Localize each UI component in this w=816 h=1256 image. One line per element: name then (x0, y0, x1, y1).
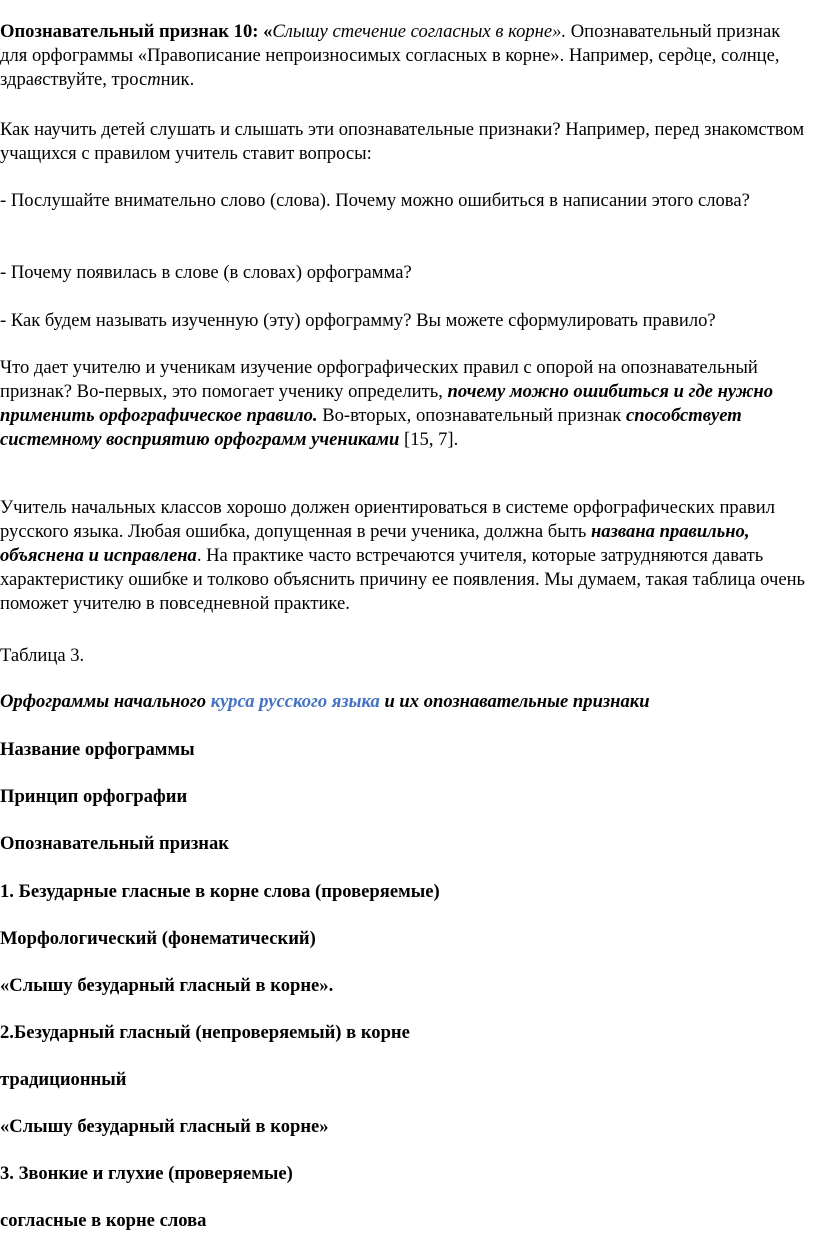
table-row: 1. Безударные гласные в корне слова (проверяемые) (0, 881, 440, 902)
benefits-text: Что дает учителю и ученикам изучение орфографических правил с опорой на опознавательный признак? Во-первых, это помогает ученику определить, (0, 357, 758, 402)
benefits-text: Во-вторых, опознавательный признак (317, 405, 626, 426)
table-row: Опознавательный признак (0, 833, 230, 854)
benefits-citation: [15, 7]. (399, 429, 459, 450)
table-row: согласные в корне слова (0, 1210, 207, 1231)
table-row: «Слышу безударный гласный в корне» (0, 1116, 329, 1137)
sign-10-text: Опознавательный признак для орфограммы «Правописание непроизносимых согласных в корне». Например, сер (0, 21, 781, 66)
example-word-part: ствуйте, трос (42, 69, 148, 90)
table-row: Морфологический (фонематический) (0, 928, 316, 949)
italic-letter: в (34, 69, 43, 90)
example-word-part: нце, здра (0, 45, 780, 90)
italic-letter: т (147, 69, 161, 90)
paragraph-sign-10 (0, 20, 812, 92)
table-title-text: и их опознавательные признаки (379, 691, 650, 712)
teacher-text: Учитель начальных классов хорошо должен ориентироваться в системе орфографических правил русского языка. Любая ошибка, допущенная в речи ученика, должна быть (0, 497, 775, 542)
table-row: 3. Звонкие и глухие (проверяемые) (0, 1163, 293, 1184)
benefits-emphasis-2: способствует системному восприятию орфограмм учениками (0, 405, 742, 450)
example-word-part: це, со (693, 45, 739, 66)
question-2: - Почему появилась в слове (в словах) орфограмма? (0, 262, 412, 283)
course-link[interactable]: курса русского языка (210, 691, 380, 712)
table-row: традиционный (0, 1069, 127, 1090)
sign-10-heading: Опознавательный признак 10: « (0, 21, 273, 42)
sign-10-quote: Слышу стечение согласных в корне». (272, 21, 567, 42)
table-title-text: Орфограммы начального (0, 691, 211, 712)
table-label: Таблица 3. (0, 645, 85, 666)
benefits-emphasis-1: почему можно ошибиться и где нужно применить орфографическое правило. (0, 381, 774, 426)
teacher-text: . На практике часто встречаются учителя, которые затрудняются давать характеристику ошибке и толково объяснить причину ее появления. Мы думаем, такая таблица очень поможет учителю в повседневной практике. (0, 545, 806, 614)
teacher-emphasis: названа правильно, объяснена и исправлена (0, 521, 750, 566)
table-row: 2.Безударный гласный (непроверяемый) в корне (0, 1022, 410, 1043)
paragraph-how-to-teach: Как научить детей слушать и слышать эти опознавательные признаки? Например, перед знакомством учащихся с правилом учитель ставит вопросы: (0, 119, 805, 164)
table-title (0, 690, 812, 714)
table-row: Принцип орфографии (0, 786, 188, 807)
italic-letter: д (684, 45, 694, 66)
example-word-part: ник. (160, 69, 195, 90)
table-row: «Слышу безударный гласный в корне». (0, 975, 334, 996)
table-row: Название орфограммы (0, 739, 195, 760)
question-1: - Послушайте внимательно слово (слова). Почему можно ошибиться в написании этого слова? (0, 190, 750, 211)
paragraph-benefits (0, 356, 812, 452)
paragraph-teacher (0, 496, 812, 616)
italic-letter: л (738, 45, 747, 66)
question-3: - Как будем называть изученную (эту) орфограмму? Вы можете сформулировать правило? (0, 310, 716, 331)
